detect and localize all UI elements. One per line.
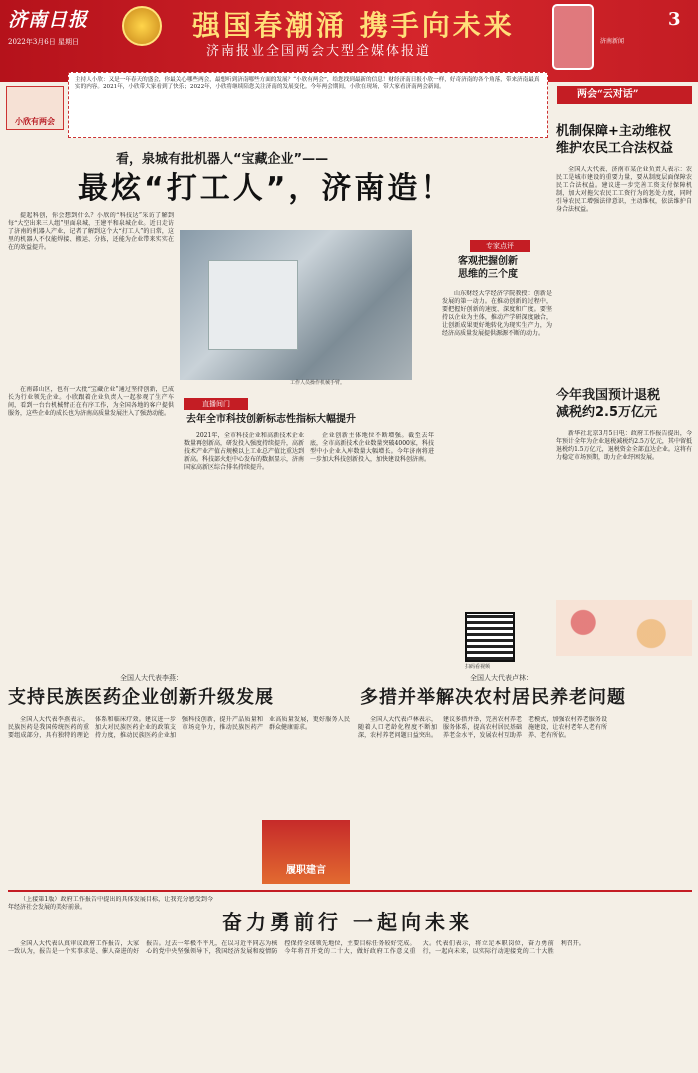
qr-caption: 扫码看视频 xyxy=(465,664,491,670)
article-headline: 最炫“打工人”，济南造！ xyxy=(78,171,454,206)
lower-left-headline: 支持民族医药企业创新升级发展 xyxy=(8,687,274,708)
article-column: 企业创新主体地位不断增强。截至去年底，全市高新技术企业数量突破4000家，科技型中小企业入库数量大幅增长。今年济南将进一步加大科技创新投入，加快建设科创济南。 xyxy=(310,432,434,464)
bottom-headline: 奋力勇前行 一起向未来 xyxy=(222,910,473,934)
expert-tag: 专家点评 xyxy=(470,240,530,252)
column-badge: 小欣有两会 xyxy=(6,86,64,130)
article-column: 2021年，全市科技企业和高新技术企业数量再创新高，研发投入强度持续提升，高新技术产业产值占规模以上工业总产值比重达到新高。科技部火炬中心发布的数据显示，济南国家高新区综合排名持续提升。 xyxy=(184,432,304,472)
article-column: 在南部山区，也有一大批“宝藏企业”通过坚持创新，已成长为行业领先企业。小欣跟着企业负责人一起参观了生产车间，看到一台台机械臂正在有序工作，为全国各地的客户提供服务，这些企业的成长也为济南高质量发展注入了强劲动能。 xyxy=(8,386,174,418)
banner-subtitle: 济南报业全国两会大型全媒体报道 xyxy=(206,44,432,59)
expert-title: 客观把握创新 思维的三个度 xyxy=(458,256,518,280)
article-kicker: 看，泉城有批机器人“宝藏企业”—— xyxy=(116,152,329,167)
reporter-label: 全国人大代表李燕： xyxy=(120,674,183,682)
banner-title: 强国春潮涌 携手向未来 xyxy=(192,9,515,42)
sidebar-headline: 今年我国预计退税 减税约2.5万亿元 xyxy=(556,388,661,420)
emblem-icon xyxy=(122,6,162,46)
lower-right-headline: 多措并举解决农村居民养老问题 xyxy=(360,687,626,708)
decorative-illustration xyxy=(556,600,692,656)
duty-tag: 履职建言 xyxy=(262,820,350,884)
bottom-body: 全国人大代表认真审议政府工作报告，大家一致认为，报告是一个实事求是、催人奋进的好报告。过去一年极不平凡，在以习近平同志为核心的党中央坚强领导下，我国经济发展和疫情防控保持全球领先地位，主要目标任务较好完成。今年将召开党的二十大，做好政府工作意义重大。代表们表示，将立足本职岗位，奋力勇前行，一起向未来，以实际行动迎接党的二十大胜利召开。 xyxy=(8,940,585,956)
lower-left-body: 全国人大代表李燕表示，民族医药是我国传统医药的重要组成部分，具有独特的理论体系和临床疗效。建议进一步加大对民族医药企业的政策支持力度，推动民族医药企业加强科技创新，提升产品质量和市场竞争力，推动民族医药产业高质量发展，更好服务人民群众健康需求。 xyxy=(8,716,350,740)
sidebar-headline: 机制保障+主动维权 维护农民工合法权益 xyxy=(556,124,674,156)
divider xyxy=(8,890,692,892)
sidebar-body: 新华社北京3月5日电：政府工作报告提出，今年预计全年为企业退税减税约2.5万亿元，其中留抵退税约1.5万亿元，退税资金全部直达企业。这将有力稳定市场预期，助力企业纾困发展。 xyxy=(556,430,692,462)
reporter-label: 全国人大代表卢林： xyxy=(470,674,533,682)
page-number: 3 xyxy=(668,9,681,30)
bottom-intro: （上接第1版）政府工作报告中提出的具体发展目标，让我充分感受到今年经济社会发展的美好前景。 xyxy=(8,896,213,912)
photo-caption: 工作人员操作机械手臂。 xyxy=(290,380,346,386)
lower-right-body: 全国人大代表卢林表示，随着人口老龄化程度不断加深，农村养老问题日益突出。建议多措并举，完善农村养老服务体系，提高农村居民基础养老金水平，发展农村互助养老模式，加强农村养老服务设施建设，让农村老年人老有所养、老有所依。 xyxy=(358,716,607,740)
masthead: 济南日报 xyxy=(8,9,89,31)
sidebar-body: 全国人大代表、济南市某企业负责人表示：农民工是城市建设的重要力量，要从制度层面保障农民工合法权益。建议进一步完善工资支付保障机制，加大对拖欠农民工工资行为的惩处力度，同时引导农民工增强法律意识，主动维权，依法维护自身合法权益。 xyxy=(556,166,692,214)
sidebar-section-title: 两会“云对话” xyxy=(557,86,692,104)
qr-code-icon[interactable] xyxy=(465,612,515,662)
section-name: 济南新闻 xyxy=(600,38,625,45)
article-column: 提起科创，你会想到什么？小欣的“科技达”采访了解到每“大空出来三人组”里面泉城，王建平和泉城企业。近日走访了济南的机器人产业，记者了解到这个大“打工人”的日常，这里的机器人不仅能焊接、搬运、分拣，还能为企业带来实实在在的效益提升。 xyxy=(8,212,174,252)
phone-icon xyxy=(552,4,594,70)
sub-headline: 去年全市科技创新标志性指标大幅提升 xyxy=(186,414,356,425)
expert-body: 山东财经大学经济学院教授：创新是发展的第一动力。在推动创新的过程中，要把握好创新的速度、深度和广度。要坚持以企业为主体，推动产学研深度融合，让创新成果更好地转化为现实生产力，为经济高质量发展提供源源不断的动力。 xyxy=(442,290,552,338)
page-header xyxy=(0,0,698,82)
live-tag: 直播间门 xyxy=(184,398,248,410)
factory-photo xyxy=(180,230,412,380)
issue-date: 2022年3月6日 星期日 xyxy=(8,38,79,46)
robot-arm-image xyxy=(208,260,298,350)
host-intro: 主持人小欣：又是一年春天的盛会，你最关心哪些两会，最想听到济南哪些方面的发展？“小欣有两会”，给您找到最新的信息！财经济南日报小欣一样，好奇济南的各个角落，带来济南最真实的内容。2021年，小欣带大家看到了快乐；2022年，小欣将继续陪您关注济南的发展变化。今年两会期间，小欣在现场，带大家看济南两会新闻。 xyxy=(68,72,548,138)
